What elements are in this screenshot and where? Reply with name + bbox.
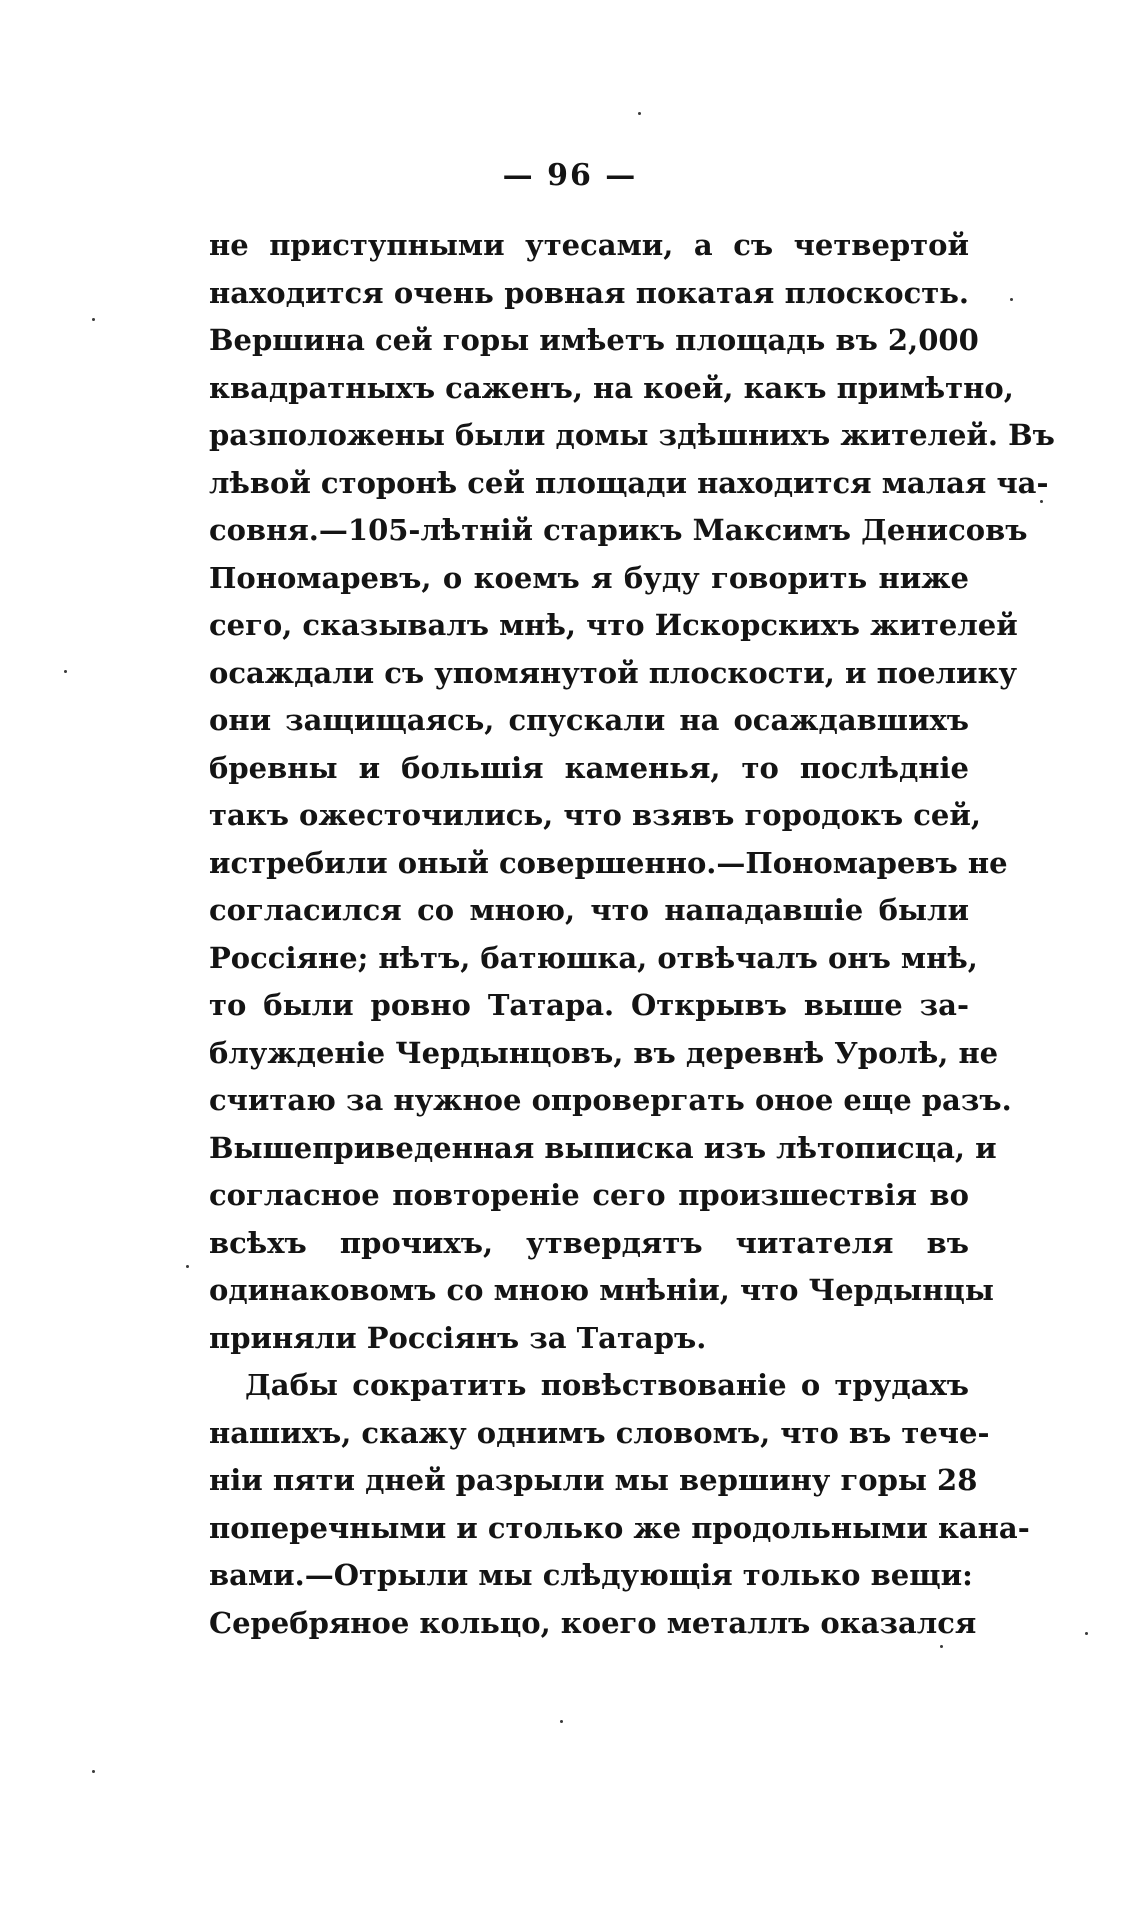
scan-speck — [1010, 298, 1013, 301]
text-line: поперечными и столько же продольными кана- — [209, 1510, 1030, 1545]
text-line: считаю за нужное опровергать оное еще разъ. — [209, 1083, 1012, 1117]
text-line: то были ровно Татара. Открывъ выше за- — [209, 988, 969, 1022]
text-line: Россіяне; нѣтъ, батюшка, отвѣчалъ онъ мнѣ, — [209, 940, 978, 975]
text-line: блужденіе Чердынцовъ, въ деревнѣ Уролѣ, не — [209, 1035, 999, 1070]
text-line: совня.—105-лѣтній старикъ Максимъ Денисовъ — [209, 513, 1028, 547]
text-line: Дабы сократить повѣствованіе о трудахъ — [245, 1368, 969, 1402]
text-line: приняли Россіянъ за Татаръ. — [209, 1320, 707, 1355]
scan-speck — [1040, 500, 1043, 503]
text-line: Вышеприведенная выписка изъ лѣтописца, и — [209, 1130, 997, 1165]
scan-speck — [92, 318, 95, 321]
text-line: ніи пяти дней разрыли мы вершину горы 28 — [209, 1463, 978, 1497]
text-line: они защищаясь, спускали на осаждавшихъ — [209, 703, 969, 737]
text-line: всѣхъ прочихъ, утвердятъ читателя въ — [209, 1225, 969, 1260]
text-line: Пономаревъ, о коемъ я буду говорить ниже — [209, 560, 969, 595]
text-line: Вершина сей горы имѣетъ площадь въ 2,000 — [209, 323, 979, 357]
scan-speck — [186, 1265, 189, 1268]
text-line: лѣвой сторонѣ сей площади находится малая ча- — [209, 465, 1049, 500]
paragraph-1 — [209, 222, 1055, 1362]
text-line: не приступными утесами, а съ четвертой — [209, 228, 969, 262]
page-number: — 96 — — [502, 158, 638, 193]
scan-speck — [560, 1720, 563, 1723]
text-line: бревны и большія каменья, то послѣдніе — [209, 750, 969, 785]
text-line: согласился со мною, что нападавшіе были — [209, 893, 969, 927]
text-line: Серебряное кольцо, коего металлъ оказался — [209, 1605, 977, 1640]
paragraph-2 — [209, 1362, 1030, 1647]
text-line: такъ ожесточились, что взявъ городокъ сей, — [209, 798, 981, 832]
text-line: истребили оный совершенно.—Пономаревъ не — [209, 845, 1008, 880]
scan-speck — [1085, 1632, 1088, 1635]
scan-speck — [64, 670, 67, 673]
body-text — [209, 222, 1055, 1647]
text-line: находится очень ровная покатая плоскость. — [209, 275, 969, 310]
text-line: разположены были домы здѣшнихъ жителей. Въ — [209, 418, 1055, 452]
text-line: осаждали съ упомянутой плоскости, и поелику — [209, 655, 1018, 690]
scan-speck — [638, 112, 641, 115]
scan-speck — [940, 1645, 943, 1648]
text-line: сего, сказывалъ мнѣ, что Искорскихъ жителей — [209, 608, 1018, 642]
text-line: квадратныхъ саженъ, на коей, какъ примѣтно, — [209, 370, 1014, 405]
text-line: нашихъ, скажу однимъ словомъ, что въ тече- — [209, 1415, 990, 1450]
text-line: согласное повтореніе сего произшествія во — [209, 1178, 969, 1212]
scan-speck — [92, 1770, 95, 1773]
text-line: вами.—Отрыли мы слѣдующія только вещи: — [209, 1558, 973, 1592]
text-line: одинаковомъ со мною мнѣніи, что Чердынцы — [209, 1273, 994, 1307]
